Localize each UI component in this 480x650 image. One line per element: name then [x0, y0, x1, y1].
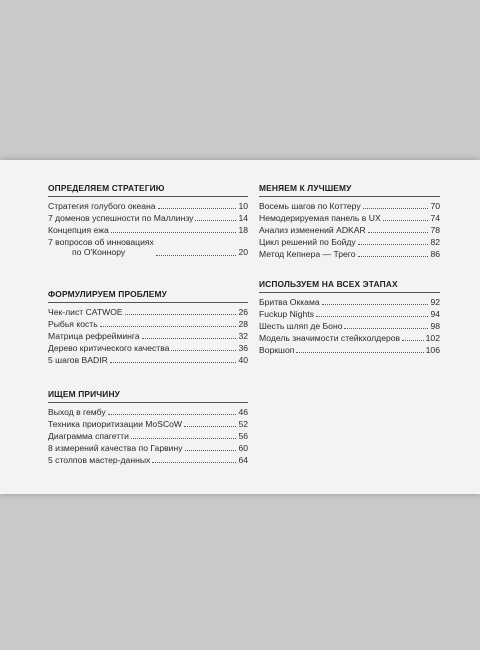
toc-entry[interactable] — [259, 309, 440, 319]
entry-page: 78 — [430, 225, 440, 235]
entry-page: 26 — [238, 307, 248, 317]
leader-dots — [156, 255, 236, 256]
toc-entry[interactable] — [48, 213, 248, 223]
leader-dots — [316, 316, 428, 317]
entry-page: 102 — [425, 333, 440, 343]
toc-entry[interactable] — [48, 319, 248, 329]
entry-page: 64 — [238, 455, 248, 465]
leader-dots — [184, 426, 236, 427]
leader-dots — [125, 314, 236, 315]
entry-title: Анализ изменений ADKAR — [259, 225, 366, 235]
entry-title: 8 измерений качества по Гарвину — [48, 443, 183, 453]
entry-page: 94 — [430, 309, 440, 319]
toc-entry[interactable] — [259, 213, 440, 223]
entry-page: 86 — [430, 249, 440, 259]
entry-title: 7 вопросов об инновациях — [48, 237, 154, 247]
entry-title: Чек-лист CATWOE — [48, 307, 123, 317]
toc-entry[interactable] — [259, 321, 440, 331]
entry-title: 7 доменов успешности по Маллинзу — [48, 213, 194, 223]
entry-title: Бритва Оккама — [259, 297, 320, 307]
heading-rule — [48, 402, 248, 403]
entry-page: 74 — [430, 213, 440, 223]
entry-title: Восемь шагов по Коттеру — [259, 201, 361, 211]
toc-entry[interactable] — [48, 225, 248, 235]
leader-dots — [108, 414, 236, 415]
entry-page: 18 — [238, 225, 248, 235]
toc-entry[interactable] — [259, 333, 440, 343]
toc-entry[interactable] — [259, 225, 440, 235]
heading-rule — [259, 292, 440, 293]
section-heading: ОПРЕДЕЛЯЕМ СТРАТЕГИЮ — [48, 183, 165, 193]
entry-page: 28 — [238, 319, 248, 329]
toc-entry[interactable] — [48, 419, 248, 429]
leader-dots — [100, 326, 236, 327]
entry-title: Рыбья кость — [48, 319, 98, 329]
heading-rule — [48, 196, 248, 197]
section-heading: МЕНЯЕМ К ЛУЧШЕМУ — [259, 183, 352, 193]
toc-section — [259, 278, 440, 357]
entry-title: Стратегия голубого океана — [48, 201, 156, 211]
leader-dots — [368, 232, 428, 233]
toc-entry[interactable] — [48, 331, 248, 341]
entry-title: Немодерируемая панель в UX — [259, 213, 381, 223]
entry-page: 46 — [238, 407, 248, 417]
toc-section — [48, 182, 248, 259]
entry-page: 56 — [238, 431, 248, 441]
entry-page: 60 — [238, 443, 248, 453]
leader-dots — [158, 208, 236, 209]
entry-title: Концепция ежа — [48, 225, 109, 235]
leader-dots — [402, 340, 424, 341]
leader-dots — [383, 220, 428, 221]
toc-section — [259, 182, 440, 261]
leader-dots — [358, 244, 428, 245]
entry-page: 70 — [430, 201, 440, 211]
heading-rule — [259, 196, 440, 197]
entry-page: 106 — [425, 345, 440, 355]
leader-dots — [152, 462, 236, 463]
entry-title: Цикл решений по Бойду — [259, 237, 356, 247]
leader-dots — [110, 362, 236, 363]
leader-dots — [195, 220, 236, 221]
leader-dots — [111, 232, 236, 233]
toc-entry[interactable] — [48, 431, 248, 441]
entry-title: Fuckup Nights — [259, 309, 314, 319]
entry-page: 40 — [238, 355, 248, 365]
entry-page: 98 — [430, 321, 440, 331]
toc-entry[interactable] — [48, 201, 248, 211]
toc-entry[interactable] — [259, 297, 440, 307]
entry-title: Техника приоритизации MoSCoW — [48, 419, 183, 429]
toc-section — [48, 288, 248, 367]
leader-dots — [142, 338, 236, 339]
entry-title: Шесть шляп де Боно — [259, 321, 343, 331]
entry-page: 82 — [430, 237, 440, 247]
leader-dots — [344, 328, 428, 329]
toc-entry[interactable] — [259, 249, 440, 259]
toc-entry[interactable] — [48, 443, 248, 453]
toc-entry[interactable] — [259, 345, 440, 355]
entry-title: Модель значимости стейкхолдеров — [259, 333, 401, 343]
leader-dots — [131, 438, 236, 439]
toc-section — [48, 388, 248, 467]
leader-dots — [363, 208, 428, 209]
toc-entry[interactable] — [259, 237, 440, 247]
entry-title: Дерево критического качества — [48, 343, 170, 353]
entry-title: Воркшоп — [259, 345, 295, 355]
section-heading: ИЩЕМ ПРИЧИНУ — [48, 389, 121, 399]
toc-entry[interactable] — [48, 355, 248, 365]
entry-title: Матрица рефрейминга — [48, 331, 140, 341]
toc-entry[interactable] — [48, 237, 248, 258]
toc-entry[interactable] — [259, 201, 440, 211]
heading-rule — [48, 302, 248, 303]
leader-dots — [322, 304, 428, 305]
entry-page: 20 — [238, 247, 248, 258]
entry-title: 5 столпов мастер-данных — [48, 455, 151, 465]
entry-page: 14 — [238, 213, 248, 223]
toc-entry[interactable] — [48, 343, 248, 353]
leader-dots — [185, 450, 236, 451]
entry-title: Метод Кепнера — Трего — [259, 249, 356, 259]
leader-dots — [171, 350, 236, 351]
book-page — [0, 160, 480, 494]
leader-dots — [358, 256, 428, 257]
entry-title-continued: по О'Коннору — [72, 247, 126, 258]
entry-title: Диаграмма спагетти — [48, 431, 129, 441]
entry-page: 36 — [238, 343, 248, 353]
section-heading: ФОРМУЛИРУЕМ ПРОБЛЕМУ — [48, 289, 167, 299]
entry-page: 92 — [430, 297, 440, 307]
toc-entry[interactable] — [48, 407, 248, 417]
leader-dots — [296, 352, 423, 353]
toc-entry[interactable] — [48, 307, 248, 317]
toc-entry[interactable] — [48, 455, 248, 465]
entry-page: 32 — [238, 331, 248, 341]
entry-title: Выход в гембу — [48, 407, 106, 417]
entry-page: 52 — [238, 419, 248, 429]
entry-page: 10 — [238, 201, 248, 211]
entry-title: 5 шагов BADIR — [48, 355, 108, 365]
section-heading: ИСПОЛЬЗУЕМ НА ВСЕХ ЭТАПАХ — [259, 279, 398, 289]
